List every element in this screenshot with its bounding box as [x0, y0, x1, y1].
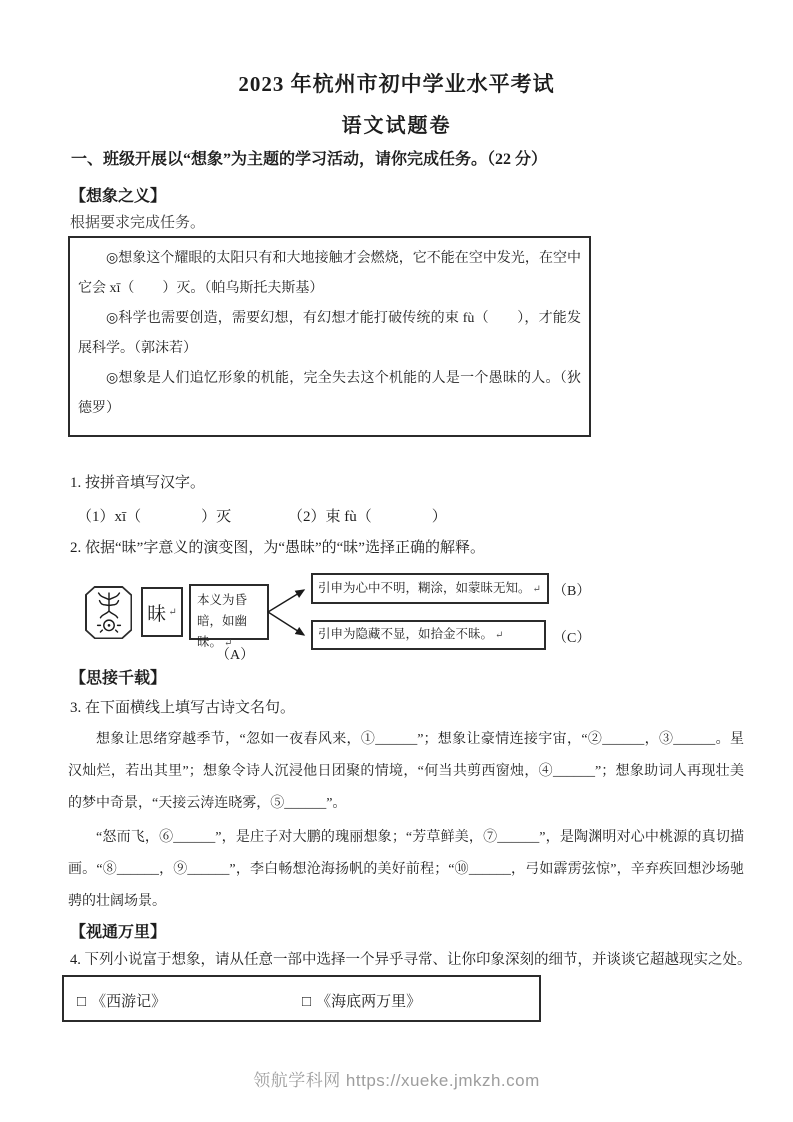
task-intro-text: 根据要求完成任务。	[70, 215, 206, 231]
origin-meaning-text: 本义为昏暗，如幽昧。	[197, 593, 248, 649]
character-mei: 昧	[147, 603, 167, 625]
quotes-box	[68, 236, 591, 437]
section-one-heading: 一、班级开展以“想象”为主题的学习活动，请你完成任务。（22 分）	[71, 151, 548, 168]
page-title: 2023 年杭州市初中学业水平考试	[238, 72, 555, 96]
extension-b-box	[311, 573, 549, 604]
origin-meaning-box	[189, 584, 269, 649]
option-c-label: （C）	[553, 631, 591, 646]
return-mark-icon: ↵	[495, 630, 504, 641]
question-4-stem: 4. 下列小说富于想象，请从任意一部中选择一个异乎寻常、让你印象深刻的细节，并谈谈它超越现实之处。	[70, 952, 752, 968]
branch-arrows-icon	[266, 579, 312, 643]
extension-b-text: 引申为心中不明，糊涂，如蒙昧无知。	[318, 581, 531, 595]
question-4-options-box	[62, 975, 541, 1022]
question-2-stem: 2. 依据“昧”字意义的演变图，为“愚昧”的“昧”选择正确的解释。	[70, 540, 485, 556]
option-twenty-thousand-leagues	[302, 990, 421, 1011]
question-3-stem: 3. 在下面横线上填写古诗文名句。	[70, 700, 296, 716]
question-1-stem: 1. 按拼音填写汉字。	[70, 475, 206, 491]
part-label-sijie-qianzai: 【思接千载】	[70, 670, 167, 687]
quote-diderot: ◎想象是人们追忆形象的机能，完全失去这个机能的人是一个愚昧的人。（狄德罗）	[78, 371, 581, 416]
watermark-text: 领航学科网 https://xueke.jmkzh.com	[253, 1071, 540, 1090]
option-label-journey-to-the-west: 《西游记》	[91, 994, 167, 1010]
return-mark-icon: ↵	[532, 584, 541, 595]
ancient-glyph-icon	[87, 588, 131, 638]
option-b-label: （B）	[553, 584, 591, 599]
checkbox-journey-to-the-west[interactable]: □	[77, 994, 87, 1010]
part-label-shitong-wanli: 【视通万里】	[70, 924, 167, 941]
option-journey-to-the-west	[77, 990, 166, 1011]
question-1-blank-1: （1）xī（ ）灭	[77, 509, 232, 525]
return-mark-icon: ↵	[224, 638, 233, 649]
page-subtitle: 语文试题卷	[341, 115, 452, 137]
ancient-glyph-frame	[85, 586, 132, 639]
part-label-imagination-meaning: 【想象之义】	[70, 188, 167, 205]
option-a-label: （A）	[216, 648, 255, 663]
question-3-paragraph-2: “怒而飞，⑥______”，是庄子对大鹏的瑰丽想象；“芳草鲜美，⑦______”，是陶渊明对心中桃源的真切描画。“⑧______，⑨______”，李白畅想沧海扬帆的美好前程；“⑩______，弓如霹雳弦惊”，辛弃疾回想沙场驰骋的壮阔场景。	[68, 830, 744, 909]
option-label-twenty-thousand-leagues: 《海底两万里》	[316, 994, 422, 1010]
quote-paustovsky: ◎想象这个耀眼的太阳只有和大地接触才会燃烧，它不能在空中发光，在空中它会 xī（ ）灭。（帕乌斯托夫斯基）	[78, 251, 581, 296]
question-1-blank-2: （2）束 fù（ ）	[288, 509, 447, 525]
extension-c-text: 引申为隐藏不显，如拾金不昧。	[318, 627, 494, 641]
checkbox-twenty-thousand-leagues[interactable]: □	[302, 994, 312, 1010]
return-mark-icon: ↵	[168, 606, 177, 618]
extension-c-box	[311, 620, 546, 650]
character-mei-box	[141, 587, 183, 637]
quote-guomoruo: ◎科学也需要创造，需要幻想，有幻想才能打破传统的束 fù（ ），才能发展科学。（郭沫若）	[78, 311, 581, 356]
question-3-paragraph-1: 想象让思绪穿越季节，“忽如一夜春风来，①______”；想象让豪情连接宇宙，“②______，③______。星汉灿烂，若出其里”；想象令诗人沉浸他日团聚的情境，“何当共剪西窗烛，④______”；想象助词人再现壮美的梦中奇景，“天接云涛连晓雾，⑤______”。	[68, 732, 744, 811]
